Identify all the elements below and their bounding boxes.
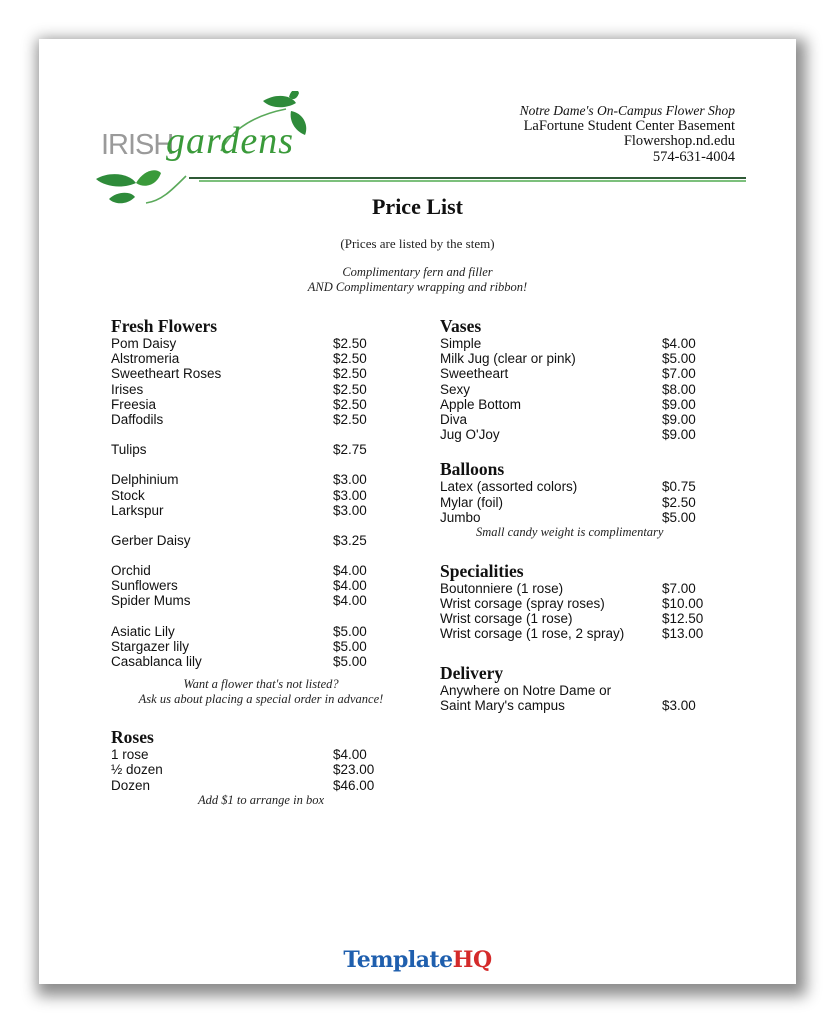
item-price: $0.75: [662, 479, 696, 495]
price-row: [111, 639, 411, 654]
price-row: [440, 479, 740, 494]
price-row: [440, 581, 740, 596]
item-price: $2.50: [333, 396, 367, 412]
item-name: Dozen: [111, 777, 151, 793]
item-price: $5.00: [662, 351, 696, 367]
page-title: Price List: [371, 194, 464, 219]
price-row: [111, 503, 411, 518]
price-row: [111, 351, 411, 366]
item-name: Asiatic Lily: [111, 623, 175, 639]
roses-box-note: Add $1 to arrange in box: [197, 792, 325, 807]
contact-block: [520, 103, 735, 165]
left-column: [111, 316, 411, 808]
item-name: Boutonniere (1 rose): [440, 580, 564, 596]
item-name: Mylar (foil): [440, 494, 503, 510]
section-heading: Specialities: [440, 560, 524, 581]
item-name: Pom Daisy: [111, 336, 177, 351]
item-price: $2.50: [333, 366, 367, 382]
item-price: $5.00: [333, 623, 367, 639]
shop-phone: 574-631-4004: [652, 148, 735, 165]
price-row: [111, 442, 411, 457]
price-list-page: [39, 39, 796, 984]
price-row: [440, 382, 740, 397]
price-row: [111, 747, 411, 762]
right-column: [440, 316, 740, 713]
item-name: Sexy: [440, 381, 471, 397]
item-name: Stargazer lily: [111, 638, 190, 654]
price-row: [111, 366, 411, 381]
item-price: $2.50: [333, 381, 367, 397]
item-name: ½ dozen: [111, 762, 163, 778]
item-name: 1 rose: [111, 747, 149, 763]
section-heading: Vases: [440, 316, 482, 336]
templatehq-watermark: [39, 947, 796, 973]
item-price: $12.50: [662, 611, 704, 627]
price-row: [111, 624, 411, 639]
item-price: $7.00: [662, 366, 696, 382]
item-price: $3.00: [333, 487, 367, 503]
complimentary-line-1: Complimentary fern and filler: [342, 265, 493, 279]
item-name: Gerber Daisy: [111, 532, 191, 548]
item-price: $3.00: [662, 697, 696, 713]
price-row: [111, 654, 411, 669]
price-row: [440, 351, 740, 366]
item-price: $2.50: [333, 336, 367, 351]
rule-light-line: [199, 180, 746, 182]
item-name: Delphinium: [111, 472, 179, 488]
item-name: Larkspur: [111, 502, 164, 518]
fresh-flowers-section: [111, 316, 411, 707]
section-heading: Roses: [111, 727, 154, 748]
vases-section: [440, 316, 740, 442]
roses-section: [111, 727, 411, 808]
item-price: $7.00: [662, 580, 696, 596]
price-row: [111, 412, 411, 427]
item-price: $3.25: [333, 532, 367, 548]
rule-dark-line: [189, 177, 746, 179]
item-price: $46.00: [333, 777, 375, 793]
special-order-line-1: Want a flower that's not listed?: [183, 677, 339, 692]
item-name: Jumbo: [440, 509, 481, 525]
shop-website: Flowershop.nd.edu: [623, 133, 735, 149]
item-name: Milk Jug (clear or pink): [440, 351, 576, 367]
item-price: $5.00: [333, 638, 367, 654]
price-row: [111, 472, 411, 487]
item-name: Alstromeria: [111, 351, 180, 367]
shop-tagline: Notre Dame's On-Campus Flower Shop: [519, 103, 735, 118]
item-price: $23.00: [333, 762, 375, 778]
item-price: $9.00: [662, 411, 696, 427]
balloons-note: Small candy weight is complimentary: [476, 524, 664, 539]
specialities-section: [440, 561, 740, 642]
price-row: [111, 593, 411, 608]
price-row: [440, 698, 740, 713]
price-row: [111, 578, 411, 593]
price-row: [111, 533, 411, 548]
item-price: $4.00: [333, 593, 367, 609]
item-name: Irises: [111, 381, 144, 397]
item-price: $3.00: [333, 472, 367, 488]
price-row: [111, 778, 411, 793]
item-name: Jug O'Joy: [440, 427, 500, 443]
item-name: Wrist corsage (spray roses): [440, 596, 605, 612]
item-name: Tulips: [111, 442, 147, 458]
item-price: $8.00: [662, 381, 696, 397]
item-name: Wrist corsage (1 rose, 2 spray): [440, 626, 625, 642]
price-row: [440, 510, 740, 525]
section-heading: Fresh Flowers: [111, 316, 218, 336]
price-row: [440, 412, 740, 427]
item-name: Casablanca lily: [111, 654, 202, 669]
item-price: $9.00: [662, 396, 696, 412]
delivery-area-line-2: Saint Mary's campus: [440, 697, 565, 713]
item-price: $4.00: [333, 563, 367, 579]
item-name: Daffodils: [111, 411, 164, 427]
price-row: [440, 336, 740, 351]
item-name: Simple: [440, 336, 482, 351]
delivery-section: [440, 663, 740, 713]
delivery-area-line-1: Anywhere on Notre Dame or: [440, 682, 612, 698]
item-name: Sunflowers: [111, 578, 178, 594]
item-name: Spider Mums: [111, 593, 191, 609]
delivery-line-1: [440, 683, 740, 698]
price-row: [111, 762, 411, 777]
price-row: [111, 382, 411, 397]
item-price: $3.00: [333, 502, 367, 518]
item-price: $10.00: [662, 596, 704, 612]
balloons-section: [440, 459, 740, 540]
special-order-note: [111, 677, 411, 707]
price-row: [111, 336, 411, 351]
item-name: Wrist corsage (1 rose): [440, 611, 573, 627]
price-row: [440, 397, 740, 412]
item-price: $2.50: [333, 351, 367, 367]
item-price: $2.50: [333, 411, 367, 427]
shop-location: LaFortune Student Center Basement: [523, 117, 735, 134]
logo-word-gardens: gardens: [166, 120, 295, 162]
price-row: [440, 611, 740, 626]
special-order-line-2: Ask us about placing a special order in advance!: [138, 692, 384, 707]
item-name: Apple Bottom: [440, 396, 522, 412]
price-row: [111, 488, 411, 503]
item-price: $4.00: [333, 747, 367, 763]
watermark-template: Template: [343, 947, 453, 973]
complimentary-note: [39, 265, 796, 295]
header-rule: [189, 177, 746, 182]
item-price: $2.50: [662, 494, 696, 510]
complimentary-line-2: AND Complimentary wrapping and ribbon!: [307, 280, 528, 294]
item-price: $9.00: [662, 427, 696, 443]
watermark-hq: HQ: [452, 947, 492, 973]
item-name: Sweetheart Roses: [111, 366, 222, 382]
price-row: [111, 563, 411, 578]
item-name: Diva: [440, 411, 468, 427]
price-row: [440, 596, 740, 611]
price-row: [440, 427, 740, 442]
item-name: Freesia: [111, 396, 157, 412]
item-name: Sweetheart: [440, 366, 509, 382]
section-heading: Delivery: [440, 662, 504, 683]
item-price: $5.00: [333, 654, 367, 669]
page-subtitle: (Prices are listed by the stem): [340, 236, 495, 251]
logo-word-irish: IRISH: [101, 129, 174, 161]
item-price: $13.00: [662, 626, 704, 642]
price-row: [440, 366, 740, 381]
item-price: $5.00: [662, 509, 696, 525]
price-row: [440, 626, 740, 641]
item-price: $4.00: [662, 336, 696, 351]
item-price: $2.75: [333, 442, 367, 458]
price-row: [440, 495, 740, 510]
item-price: $4.00: [333, 578, 367, 594]
item-name: Orchid: [111, 563, 151, 579]
item-name: Stock: [111, 487, 145, 503]
section-heading: Balloons: [440, 459, 505, 480]
price-row: [111, 397, 411, 412]
item-name: Latex (assorted colors): [440, 479, 578, 495]
